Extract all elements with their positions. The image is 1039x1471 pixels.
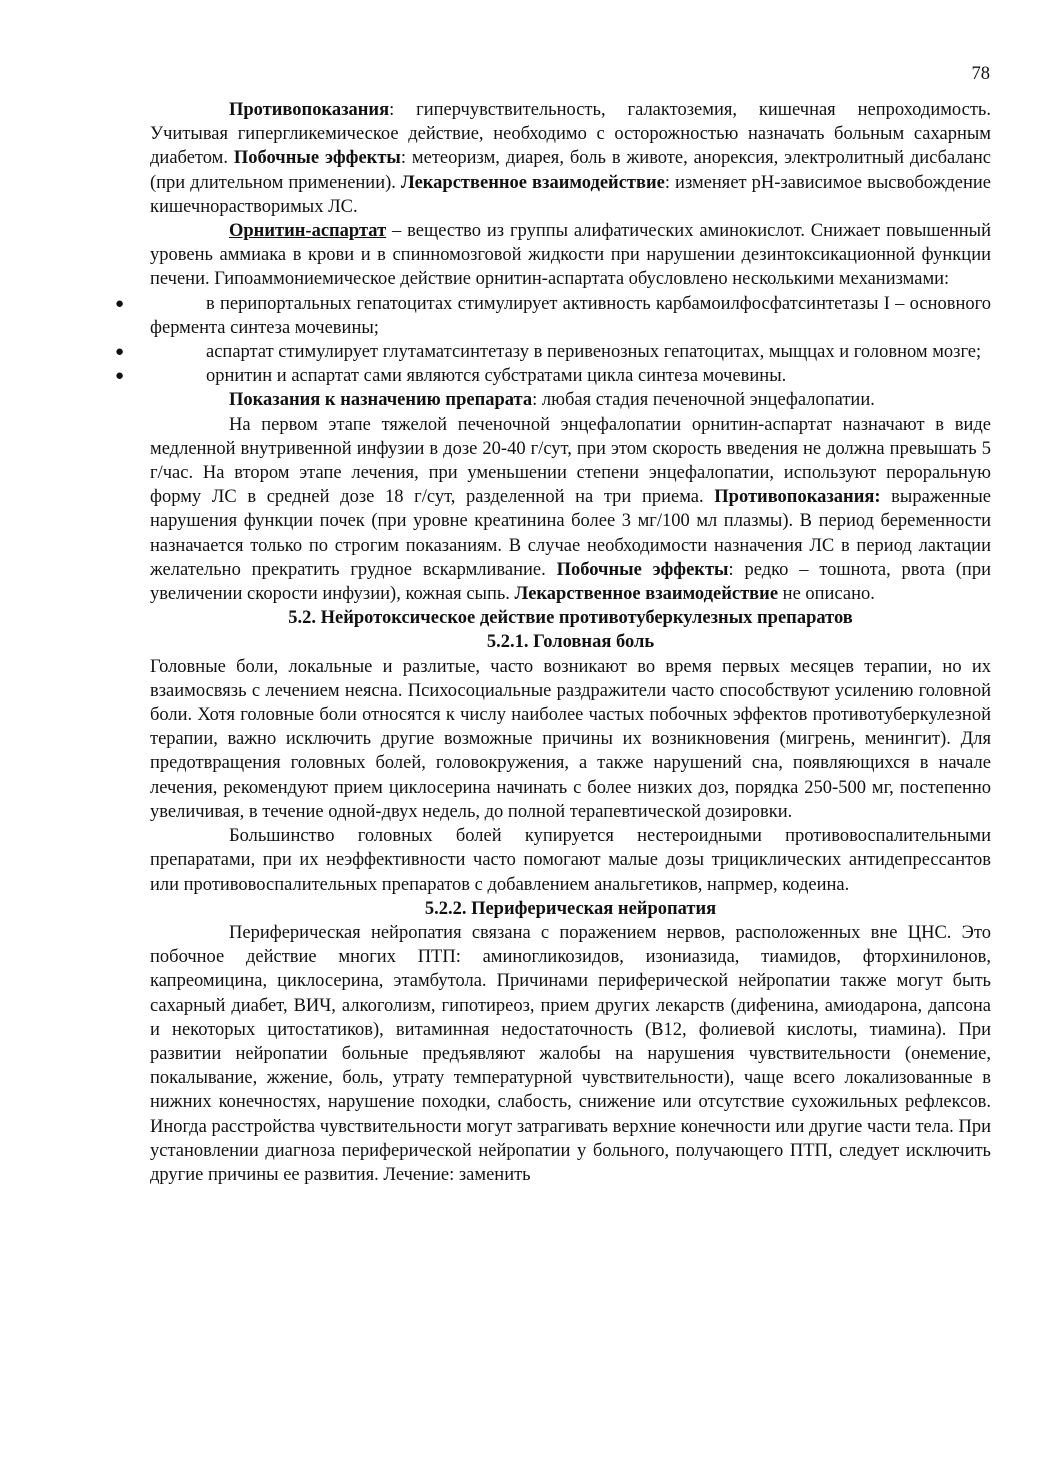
list-item-text: орнитин и аспартат сами являются субстратами цикла синтеза мочевины. — [206, 366, 787, 387]
paragraph-headache: Головные боли, локальные и разлитые, часто возникают во время первых месяцев терапии, но их взаимосвязь с лечением неясна. Психосоциальные раздражители часто способствуют усилению головной боли. Хотя головные боли относятся к числу наиболее частых побочных эффектов противотуберкулезной терапии, важно исключить другие возможные причины их возникновения (мигрень, менингит). Для предотвращения головных болей, головокружения, а также нарушений сна, появляющихся в начале лечения, рекомендуют прием циклосерина начинать с более низких доз, порядка 250-500 мг, постепенно увеличивая, в течение одной-двух недель, до полной терапевтической дозировки. — [150, 656, 991, 822]
paragraph-dosage — [150, 413, 991, 607]
contraindications-label: Противопоказания — [229, 100, 390, 120]
paragraph-contraindications — [150, 98, 991, 219]
paragraph-ornithine — [150, 219, 991, 292]
contraindications-text: : гиперчувствительность, галактоземия, кишечная непроходимость. Учитывая гипергликемическое действие, необходимо с осторожностью назначать больным сахарным диабетом. — [150, 100, 991, 169]
side-effects-label: Побочные эффекты — [233, 148, 401, 169]
indications-label: Показания к назначению препарата — [229, 390, 533, 411]
paragraph-headache-treatment: Большинство головных болей купируется нестероидными противовоспалительными препаратами, при их неэффективности часто помогают малые дозы трициклических антидепрессантов или противовоспалительных препаратов с добавлением анальгетиков, напрмер, кодеина. — [150, 826, 991, 895]
page-number: 78 — [971, 64, 990, 84]
contraindications-text: выраженные нарушения функции почек (при уровне креатинина более 3 мг/100 мл плазмы). В период беременности назначается только по строгим показаниям. В случае необходимости назначения ЛС в период лактации желательно прекратить грудное вскармливание. — [150, 487, 991, 580]
contraindications-label: Противопоказания: — [714, 487, 881, 508]
indications-text: : любая стадия печеночной энцефалопатии. — [532, 390, 875, 411]
side-effects-label: Побочные эффекты — [556, 559, 729, 580]
interaction-text: не описано. — [778, 584, 875, 605]
bullet-icon: ● — [115, 295, 125, 312]
list-item — [115, 292, 991, 340]
side-effects-text: : редко – тошнота, рвота (при увеличении скорости инфузии), кожная сыпь. — [150, 559, 991, 605]
section-heading-5-2: 5.2. Нейротоксическое действие противотуберкулезных препаратов — [288, 608, 853, 629]
dosage-text: На первом этапе тяжелой печеночной энцефалопатии орнитин-аспартат назначают в виде медленной внутривенной инфузии в дозе 20-40 г/сут, при этом скорость введения не должна превышать 5 г/час. На втором этапе лечения, при уменьшении степени энцефалопатии, используют пероральную форму ЛС в средней дозе 18 г/сут, разделенной на три приема. — [150, 414, 991, 508]
side-effects-text: : метеоризм, диарея, боль в животе, анорексия, электролитный дисбаланс (при длительном применении). — [150, 148, 991, 193]
bullet-icon: ● — [115, 368, 125, 385]
drug-name-ornithine: Орнитин-аспартат — [229, 221, 387, 242]
interaction-label: Лекарственное взаимодействие — [400, 172, 665, 193]
interaction-text: : изменяет рН-зависимое высвобождение кишечнорастворимых ЛС. — [150, 172, 991, 217]
list-item-text: аспартат стимулирует глутаматсинтетазу в перивенозных гепатоцитах, мыщцах и головном мозге; — [206, 342, 982, 363]
section-heading-5-2-2: 5.2.2. Периферическая нейропатия — [424, 898, 717, 919]
list-item — [115, 340, 991, 364]
paragraph-neuropathy: Периферическая нейропатия связана с поражением нервов, расположенных вне ЦНС. Это побочное действие многих ПТП: аминогликозидов, изониазида, тиамидов, фторхинилонов, капреомицина, циклосерина, этамбутола. Причинами периферической нейропатии также могут быть сахарный диабет, ВИЧ, алкоголизм, гипотиреоз, прием других лекарств (дифенина, амиодарона, дапсона и некоторых цитостатиков), витаминная недостаточность (В12, фолиевой кислоты, тиамина). При развитии нейропатии больные предъявляют жалобы на нарушения чувствительности (онемение, покалывание, жжение, боль, утрату температурной чувствительности), чаще всего локализованные в нижних конечностях, нарушение походки, слабость, снижение или отсутствие сухожильных рефлексов. Иногда расстройства чувствительности могут затрагивать верхние конечности или другие части тела. При установлении диагноза периферической нейропатии у больного, получающего ПТП, следует исключить другие причины ее развития. Лечение: заменить — [150, 922, 991, 1185]
bullet-icon: ● — [115, 344, 125, 361]
interaction-label: Лекарственное взаимодействие — [514, 584, 779, 605]
list-item — [115, 364, 991, 388]
section-heading-5-2-1: 5.2.1. Головная боль — [486, 632, 655, 653]
ornithine-text: – вещество из группы алифатических аминокислот. Снижает повышенный уровень аммиака в крови и в спинномозговой жидкости при нарушении дезинтоксикационной функции печени. Гипоаммониемическое действие орнитин-аспартата обусловлено несколькими механизмами: — [150, 221, 991, 290]
paragraph-indications — [150, 388, 991, 412]
page-content — [115, 98, 991, 1187]
list-item-text: в перипортальных гепатоцитах стимулирует активность карбамоилфосфатсинтетазы I – основного фермента синтеза мочевины; — [150, 293, 991, 338]
